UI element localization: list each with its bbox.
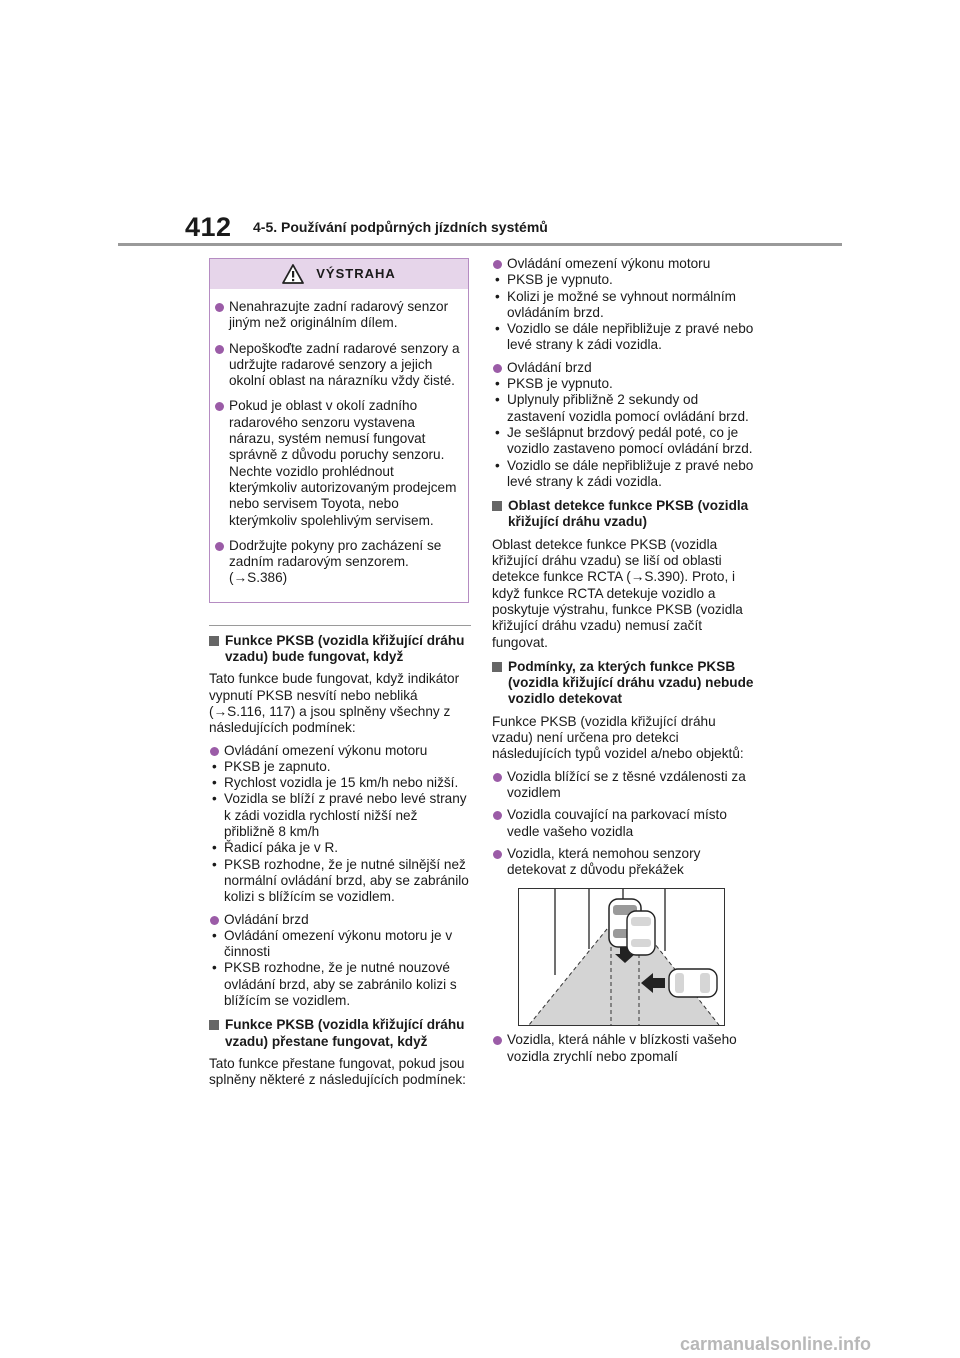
warning-title: VÝSTRAHA [316, 265, 396, 281]
section-heading-not-detected: Podmínky, za kterých funkce PKSB (vozidla křižující dráhu vzadu) nebude vozidlo detekovat [492, 659, 754, 708]
bullet-dot-icon [493, 364, 502, 373]
warning-item: Dodržujte pokyny pro zacházení se zadním radarovým senzorem. (→S.386) [210, 538, 468, 587]
square-bullet-icon [492, 662, 502, 672]
page-number: 412 [185, 212, 232, 242]
header-rule [118, 243, 842, 246]
bullet-dot-icon [215, 542, 224, 551]
bullet-item: Vozidla couvající na parkovací místo vedle vašeho vozidla [492, 807, 754, 840]
condition-list [492, 376, 754, 490]
section-heading-stops-when: Funkce PKSB (vozidla křižující dráhu vzadu) přestane fungovat, když [209, 1017, 471, 1050]
square-bullet-icon [209, 636, 219, 646]
condition-list [209, 759, 471, 906]
bullet-brake-control: Ovládání brzd [209, 912, 471, 928]
left-column [209, 258, 471, 1094]
approaching-vehicle-icon [669, 969, 717, 997]
bullet-dot-icon [493, 773, 502, 782]
list-item: • Vozidlo se dále nepřibližuje z pravé nebo levé strany k zádi vozidla. [492, 321, 754, 354]
right-column [492, 256, 754, 1065]
section-divider [209, 625, 471, 626]
list-item: • PKSB je vypnuto. [492, 376, 754, 392]
bullet-dot-icon [215, 345, 224, 354]
square-bullet-icon [492, 501, 502, 511]
square-bullet-icon [209, 1020, 219, 1030]
list-item: • Ovládání omezení výkonu motoru je v činnosti [209, 928, 471, 961]
section-intro: Tato funkce přestane fungovat, pokud jsou splněny některé z následujících podmínek: [209, 1055, 466, 1088]
bullet-dot-icon [493, 850, 502, 859]
warning-box [209, 258, 469, 603]
list-item: • PKSB je vypnuto. [492, 272, 754, 288]
list-item: • Vozidlo se dále nepřibližuje z pravé nebo levé strany k zádi vozidla. [492, 458, 754, 491]
list-item: • Vozidla se blíží z pravé nebo levé strany k zádi vozidla rychlostí nižší než přibližně 8 km/h [209, 791, 471, 840]
list-item: • Je sešlápnut brzdový pedál poté, co je vozidlo zastaveno pomocí ovládání brzd. [492, 425, 754, 458]
section-intro: Tato funkce bude fungovat, když indikátor vypnutí PKSB nesvítí nebo nebliká (→S.116, 117) a jsou splněny všechny z následujících podmínek: [209, 671, 460, 736]
warning-triangle-icon [282, 264, 304, 284]
warning-item: Nepoškoďte zadní radarové senzory a udržujte radarové senzory a jejich okolní oblast na nárazníku vždy čisté. [210, 341, 468, 390]
bullet-item: Vozidla, která náhle v blízkosti vašeho vozidla zrychlí nebo zpomalí [492, 1032, 754, 1065]
bullet-brake-control: Ovládání brzd [492, 360, 754, 376]
condition-list [209, 928, 471, 1009]
bullet-dot-icon [210, 747, 219, 756]
bullet-engine-limit: Ovládání omezení výkonu motoru [209, 743, 471, 759]
list-item: • PKSB rozhodne, že je nutné silnější než normální ovládání brzd, aby se zabránilo kolizi s blížícím se vozidlem. [209, 857, 471, 906]
bullet-dot-icon [210, 916, 219, 925]
warning-item: Pokud je oblast v okolí zadního radarového senzoru vystavena nárazu, systém nemusí fungovat správně z důvodu poruchy senzoru. Nechte vozidlo prohlédnout kterýmkoliv autorizovaným prodejcem nebo servisem Toyota, nebo kterýmkoliv spolehlivým servisem. [210, 398, 468, 528]
list-item: • Uplynuly přibližně 2 sekundy od zastavení vozidla pomocí ovládání brzd. [492, 392, 754, 425]
list-item: • PKSB je zapnuto. [209, 759, 471, 775]
list-item: • Kolizi je možné se vyhnout normálním ovládáním brzd. [492, 289, 754, 322]
chapter-title: 4-5. Používání podpůrných jízdních systémů [253, 219, 548, 235]
section-heading-works-when: Funkce PKSB (vozidla křižující dráhu vzadu) bude fungovat, když [209, 633, 471, 666]
parking-lot-illustration [519, 889, 724, 1025]
section-text: Funkce PKSB (vozidla křižující dráhu vzadu) není určena pro detekci následujících typů vozidel a/nebo objektů: [492, 713, 744, 762]
bullet-item: Vozidla blížící se z těsné vzdálenosti za vozidlem [492, 769, 754, 802]
bullet-dot-icon [493, 1036, 502, 1045]
bullet-dot-icon [215, 303, 224, 312]
bullet-dot-icon [493, 260, 502, 269]
list-item: • PKSB rozhodne, že je nutné nouzové ovládání brzd, aby se zabránilo kolizi s blížícím se vozidlem. [209, 960, 471, 1009]
parking-detection-figure [518, 888, 725, 1026]
bullet-dot-icon [215, 402, 224, 411]
list-item: • Rychlost vozidla je 15 km/h nebo nižší. [209, 775, 471, 791]
list-item: • Řadicí páka je v R. [209, 840, 471, 856]
bullet-item: Vozidla, která nemohou senzory detekovat z důvodu překážek [492, 846, 754, 879]
section-text: Oblast detekce funkce PKSB (vozidla křižující dráhu vzadu) se liší od oblasti detekce funkce RCTA (→S.390). Proto, i když funkce RCTA detekuje vozidlo a poskytuje výstrahu, funkce PKSB (vozidla křižující dráhu vzadu) nemusí začít fungovat. [492, 536, 743, 650]
condition-list [492, 272, 754, 353]
section-heading-detection-area: Oblast detekce funkce PKSB (vozidla křižující dráhu vzadu) [492, 498, 754, 531]
watermark: carmanualsonline.info [680, 1334, 872, 1354]
warning-header [210, 259, 468, 289]
bullet-engine-limit: Ovládání omezení výkonu motoru [492, 256, 754, 272]
warning-item: Nenahrazujte zadní radarový senzor jiným než originálním dílem. [210, 299, 468, 332]
parked-vehicle-icon [627, 911, 655, 955]
bullet-dot-icon [493, 811, 502, 820]
